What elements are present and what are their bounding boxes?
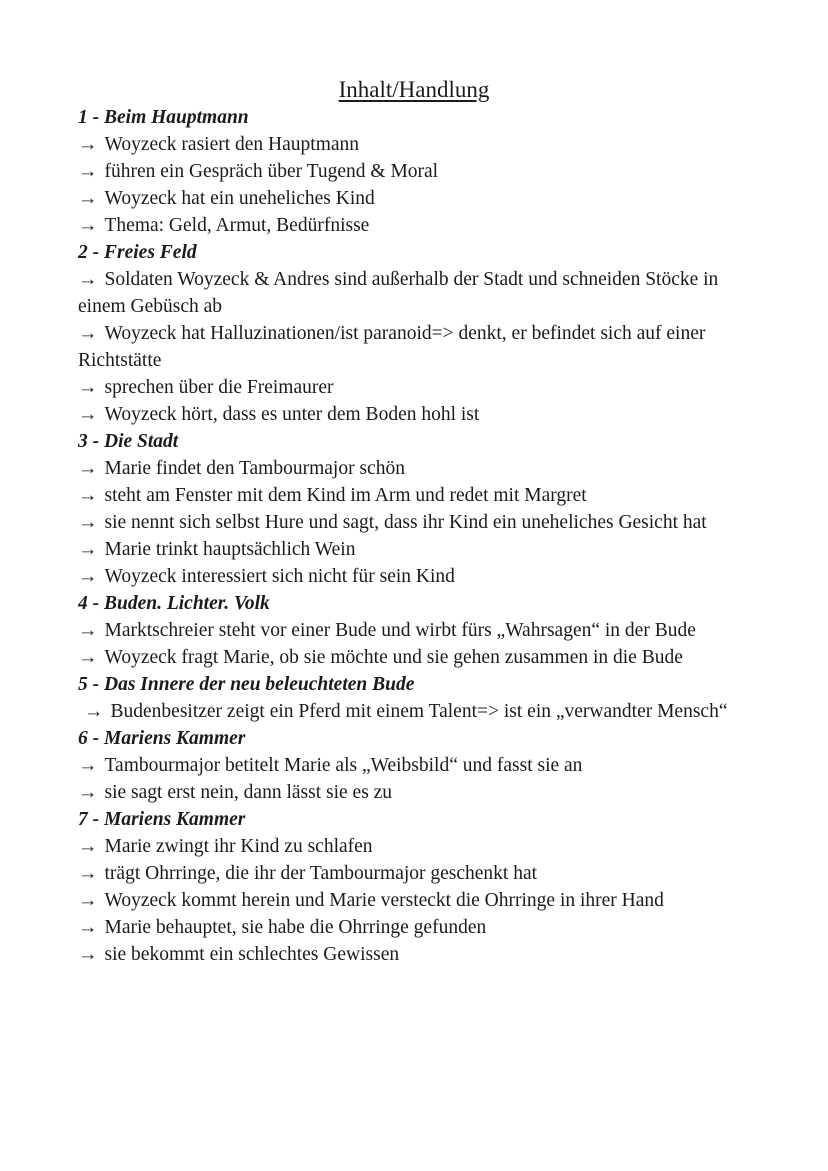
arrow-icon: → [78,215,98,236]
note-text: steht am Fenster mit dem Kind im Arm und redet mit Margret [104,485,587,506]
arrow-icon: → [78,323,98,344]
note-text: sie sagt erst nein, dann lässt sie es zu [104,782,393,803]
note-line [78,158,750,185]
arrow-icon: → [78,512,98,533]
arrow-icon: → [78,890,98,911]
arrow-icon: → [84,701,104,722]
note-text: Marie findet den Tambourmajor schön [104,458,405,479]
section-die-stadt [78,428,750,590]
arrow-icon: → [78,134,98,155]
arrow-icon: → [78,377,98,398]
section-heading: 1 - Beim Hauptmann [78,107,249,128]
section-heading: 3 - Die Stadt [78,431,179,452]
note-line [78,320,750,374]
arrow-icon: → [78,161,98,182]
note-text: Woyzeck rasiert den Hauptmann [104,134,360,155]
note-text: Woyzeck hat ein uneheliches Kind [104,188,375,209]
note-text: sie nennt sich selbst Hure und sagt, dass ihr Kind ein uneheliches Gesicht hat [104,512,707,533]
note-text: Thema: Geld, Armut, Bedürfnisse [104,215,370,236]
arrow-icon: → [78,566,98,587]
note-text: Woyzeck hört, dass es unter dem Boden hohl ist [104,404,480,425]
note-line [78,455,750,482]
section-freies-feld [78,239,750,428]
note-text: sie bekommt ein schlechtes Gewissen [104,944,400,965]
note-text: Budenbesitzer zeigt ein Pferd mit einem Talent=> ist ein „verwandter Mensch“ [110,701,728,722]
note-text: sprechen über die Freimaurer [104,377,334,398]
note-text: Marie zwingt ihr Kind zu schlafen [104,836,373,857]
section-mariens-kammer-6 [78,725,750,806]
note-line [78,482,750,509]
arrow-icon: → [78,917,98,938]
arrow-icon: → [78,485,98,506]
note-line [78,860,750,887]
arrow-icon: → [78,863,98,884]
note-text: führen ein Gespräch über Tugend & Moral [104,161,439,182]
note-line [78,914,750,941]
arrow-icon: → [78,647,98,668]
note-line [78,185,750,212]
note-line [78,752,750,779]
section-heading: 6 - Mariens Kammer [78,728,246,749]
note-line [78,887,750,914]
note-text: Woyzeck hat Halluzinationen/ist paranoid=> denkt, er befindet sich auf einer Richtstätte [78,323,706,371]
note-line [78,401,750,428]
note-text: trägt Ohrringe, die ihr der Tambourmajor geschenkt hat [104,863,538,884]
arrow-icon: → [78,269,98,290]
arrow-icon: → [78,539,98,560]
note-line [78,374,750,401]
arrow-icon: → [78,836,98,857]
note-line [78,563,750,590]
section-heading: 2 - Freies Feld [78,242,197,263]
arrow-icon: → [78,188,98,209]
section-heading: 7 - Mariens Kammer [78,809,246,830]
note-line [78,698,750,725]
note-text: Woyzeck kommt herein und Marie versteckt die Ohrringe in ihrer Hand [104,890,664,911]
note-text: Woyzeck fragt Marie, ob sie möchte und sie gehen zusammen in die Bude [104,647,683,668]
note-text: Tambourmajor betitelt Marie als „Weibsbild“ und fasst sie an [104,755,583,776]
arrow-icon: → [78,782,98,803]
note-line [78,509,750,536]
note-text: Marktschreier steht vor einer Bude und wirbt fürs „Wahrsagen“ in der Bude [104,620,696,641]
arrow-icon: → [78,404,98,425]
note-line [78,212,750,239]
section-beim-hauptmann [78,104,750,239]
note-line [78,266,750,320]
note-line [78,833,750,860]
arrow-icon: → [78,755,98,776]
section-heading: 4 - Buden. Lichter. Volk [78,593,270,614]
section-mariens-kammer-7 [78,806,750,968]
document-title: Inhalt/Handlung [338,77,490,102]
section-heading: 5 - Das Innere der neu beleuchteten Bude [78,674,415,695]
note-line [78,131,750,158]
note-text: Marie trinkt hauptsächlich Wein [104,539,356,560]
note-text: Soldaten Woyzeck & Andres sind außerhalb der Stadt und schneiden Stöcke in einem Gebüsch ab [78,269,719,317]
section-buden-lichter-volk [78,590,750,671]
note-line [78,644,750,671]
note-line [78,941,750,968]
arrow-icon: → [78,458,98,479]
section-innere-der-bude [78,671,750,725]
note-text: Marie behauptet, sie habe die Ohrringe gefunden [104,917,487,938]
note-line [78,536,750,563]
note-line [78,779,750,806]
arrow-icon: → [78,944,98,965]
note-text: Woyzeck interessiert sich nicht für sein Kind [104,566,455,587]
arrow-icon: → [78,620,98,641]
note-line [78,617,750,644]
